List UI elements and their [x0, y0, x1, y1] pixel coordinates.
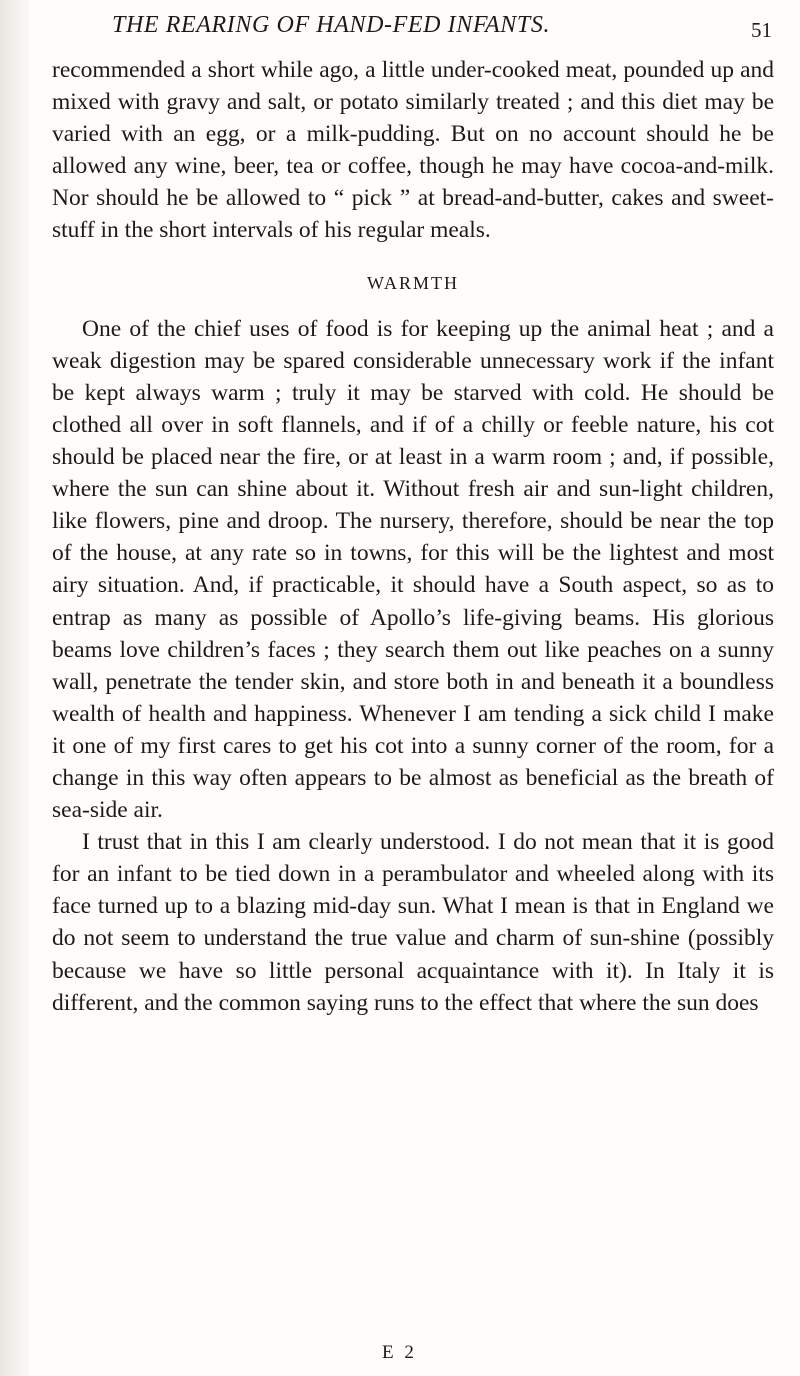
signature-mark: E 2 — [382, 1342, 417, 1363]
paragraph-warmth: One of the chief uses of food is for keeping up the animal heat ; and a weak digestion may be spared considerable unnecessary work if the infant be kept always warm ; truly it may be starved with cold. He should be clothed all over in soft flannels, and if of a chilly or feeble nature, his cot should be placed near the fire, or at least in a warm room ; and, if possible, where the sun can shine about it. Without fresh air and sun-light children, like flowers, pine and droop. The nursery, therefore, should be near the top of the house, at any rate so in towns, for this will be the lightest and most airy situation. And, if practicable, it should have a South aspect, so as to entrap as many as possible of Apollo’s life-giving beams. His glorious beams love children’s faces ; they search them out like peaches on a sunny wall, penetrate the tender skin, and store both in and beneath it a boundless wealth of health and happiness. Whenever I am tending a sick child I make it one of my first cares to get his cot into a sunny corner of the room, for a change in this way often appears to be almost as beneficial as the breath of sea-side air. — [52, 315, 774, 824]
page-number: 51 — [751, 18, 772, 42]
paragraph-sunshine: I trust that in this I am clearly understood. I do not mean that it is good for an infant to be tied down in a perambulator and wheeled along with its face turned up to a blazing mid-day sun. What I mean is that in England we do not seem to understand the true value and charm of sun-shine (possibly because we have so little personal acquaintance with it). In Italy it is different, and the common saying runs to the effect that where the sun does — [52, 829, 774, 1016]
running-head — [112, 12, 772, 46]
body-text — [52, 54, 774, 1019]
binding-gutter-shadow — [0, 0, 30, 1376]
running-title: THE REARING OF HAND-FED INFANTS. — [112, 12, 551, 38]
section-heading-warmth: WARMTH — [367, 272, 459, 293]
paragraph-continued: recommended a short while ago, a little under-cooked meat, pounded up and mixed with gravy and salt, or potato similarly treated ; and this diet may be varied with an egg, or a milk-pudding. But on no account should he be allowed any wine, beer, tea or coffee, though he may have cocoa-and-milk. Nor should he be allowed to “ pick ” at bread-and-butter, cakes and sweet-stuff in the short intervals of his regular meals. — [52, 57, 774, 244]
